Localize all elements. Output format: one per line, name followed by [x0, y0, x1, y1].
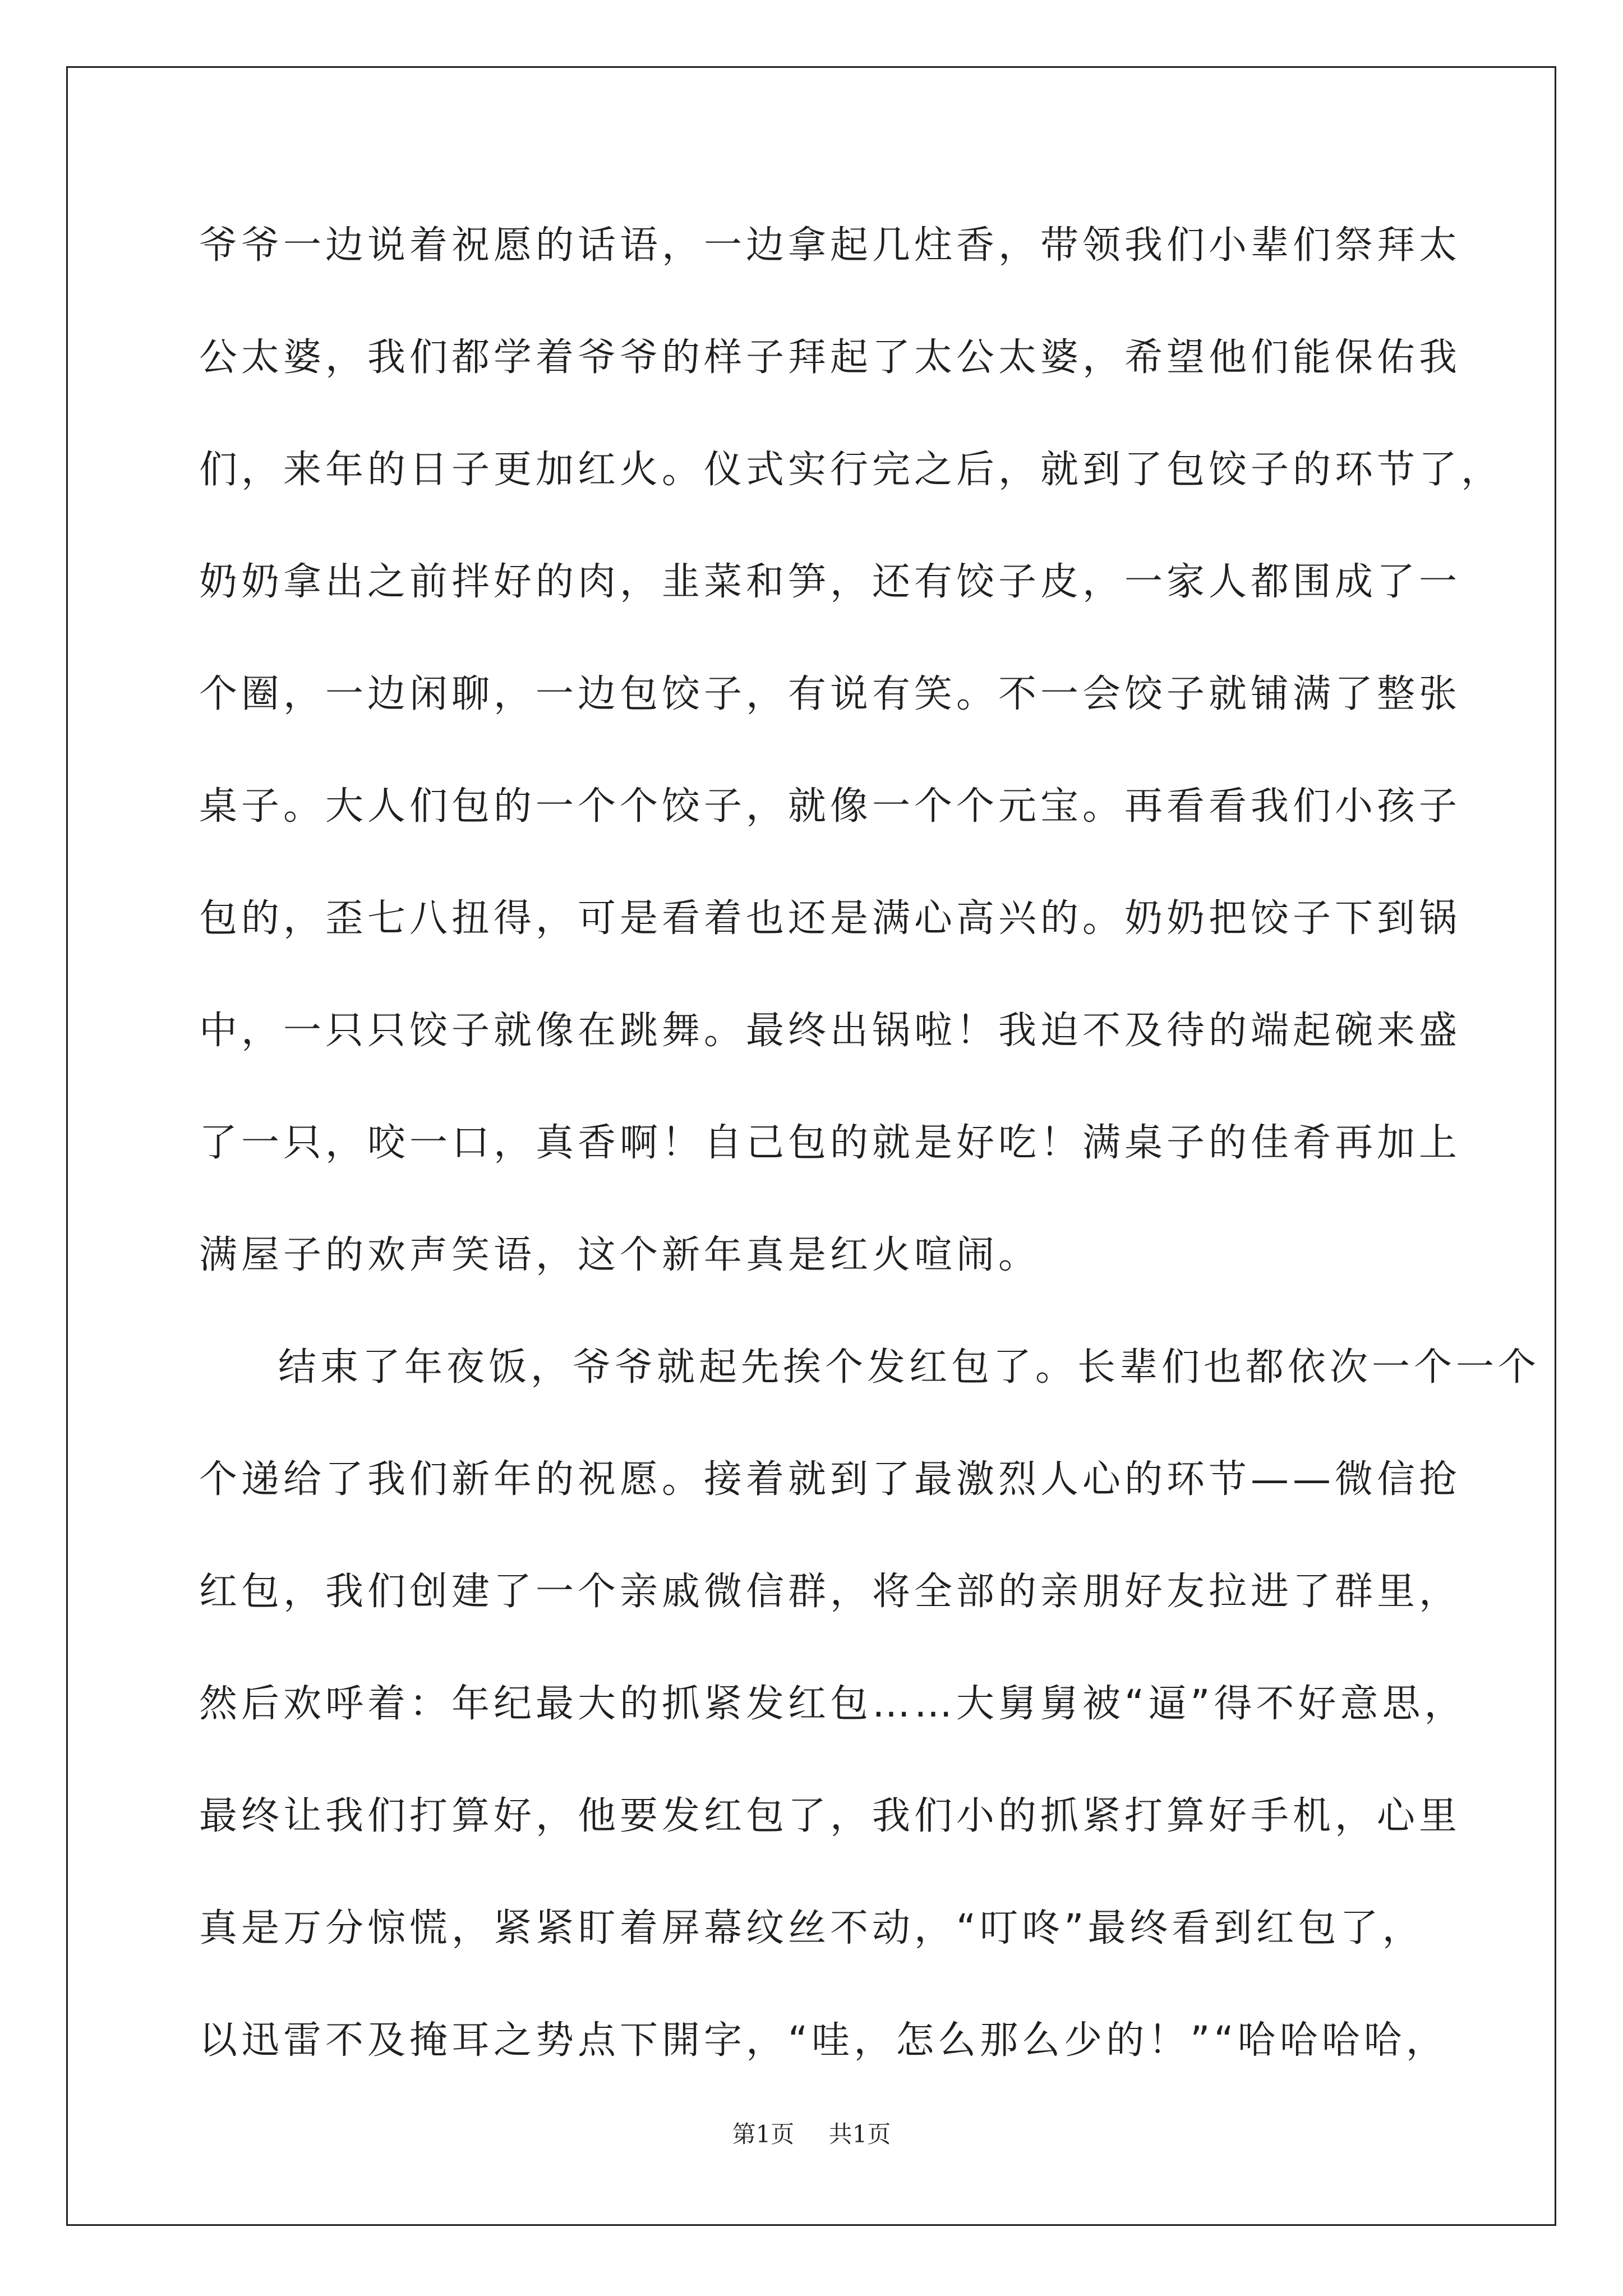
text-line: 了一只，咬一口，真香啊！自己包的就是好吃！满桌子的佳肴再加上	[199, 1121, 1461, 1165]
text-line: 个递给了我们新年的祝愿。接着就到了最激烈人心的环节——微信抢	[199, 1457, 1461, 1502]
page-total: 共1页	[828, 2120, 891, 2148]
text-line: 以迅雷不及掩耳之势点下開字，“哇，怎么那么少的！”“哈哈哈哈，	[199, 2018, 1448, 2063]
text-line: 包的，歪七八扭得，可是看着也还是满心高兴的。奶奶把饺子下到锅	[199, 896, 1461, 941]
text-line: 真是万分惊慌，紧紧盯着屏幕纹丝不动，“叮咚”最终看到红包了，	[199, 1906, 1424, 1950]
text-line: 个圈，一边闲聊，一边包饺子，有说有笑。不一会饺子就铺满了整张	[199, 672, 1461, 716]
text-line: 中，一只只饺子就像在跳舞。最终出锅啦！我迫不及待的端起碗来盛	[199, 1009, 1461, 1053]
text-line: 桌子。大人们包的一个个饺子，就像一个个元宝。再看看我们小孩子	[199, 784, 1461, 829]
page-number: 第1页	[732, 2120, 795, 2148]
text-line: 然后欢呼着：年纪最大的抓紧发红包……大舅舅被“逼”得不好意思，	[199, 1682, 1467, 1726]
text-line: 公太婆，我们都学着爷爷的样子拜起了太公太婆，希望他们能保佑我	[199, 335, 1461, 380]
text-line: 奶奶拿出之前拌好的肉，韭菜和笋，还有饺子皮，一家人都围成了一	[199, 560, 1461, 604]
text-line: 满屋子的欢声笑语，这个新年真是红火喧闹。	[199, 1233, 1041, 1277]
text-line: 最终让我们打算好，他要发红包了，我们小的抓紧打算好手机，心里	[199, 1794, 1461, 1838]
page-footer	[0, 2116, 1623, 2150]
text-line: 爷爷一边说着祝愿的话语，一边拿起几炷香，带领我们小辈们祭拜太	[199, 223, 1461, 268]
paragraph-first-line: 结束了年夜饭，爷爷就起先挨个发红包了。长辈们也都依次一个一个	[278, 1345, 1541, 1389]
text-line: 们，来年的日子更加红火。仪式实行完之后，就到了包饺子的环节了，	[199, 448, 1504, 492]
text-line: 红包，我们创建了一个亲戚微信群，将全部的亲朋好友拉进了群里，	[199, 1570, 1461, 1614]
